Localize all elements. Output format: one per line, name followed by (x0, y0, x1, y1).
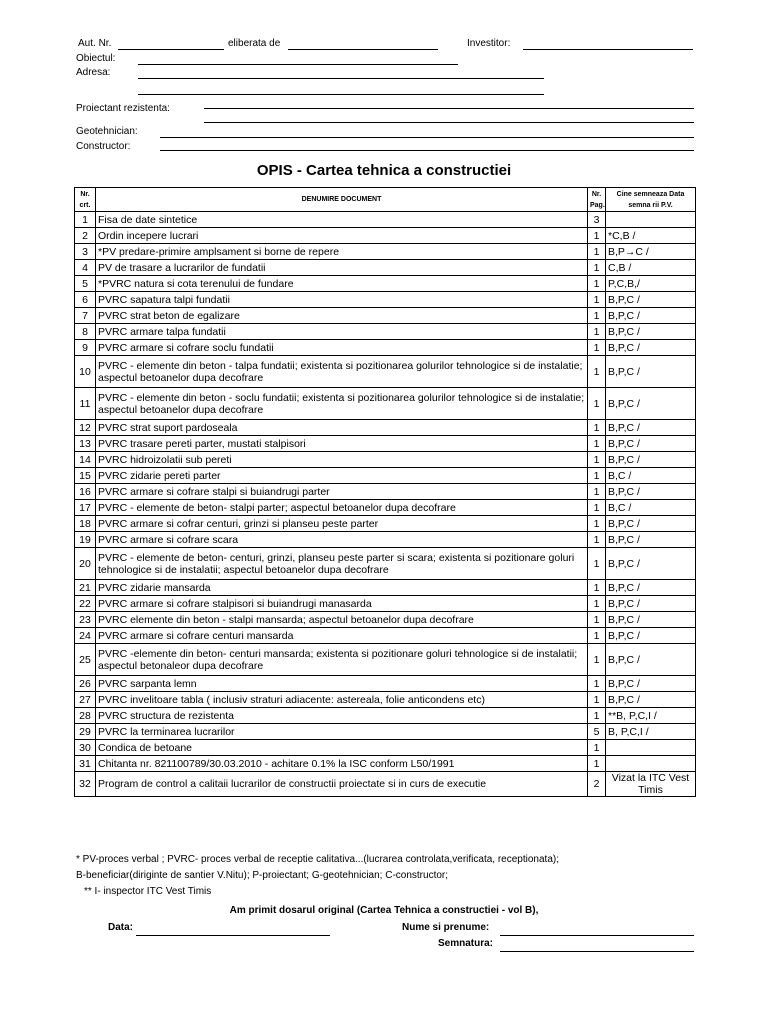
row-number: 30 (75, 740, 96, 756)
note-line-1: * PV-proces verbal ; PVRC- proces verbal de receptie calitativa...(lucrarea controlata,verificata, receptionata); (76, 854, 559, 865)
row-document-name: Program de control a calitaii lucrarilor de constructii proiectate si in curs de executie (96, 772, 588, 797)
table-row (75, 740, 696, 756)
row-signatories: B,P,C / (606, 612, 696, 628)
row-page-count: 1 (588, 356, 606, 388)
row-signatories: B,P,C / (606, 436, 696, 452)
row-page-count: 1 (588, 612, 606, 628)
table-row (75, 420, 696, 436)
row-signatories: B,P,C / (606, 596, 696, 612)
table-header-row (75, 188, 696, 212)
row-document-name: PVRC hidroizolatii sub pereti (96, 452, 588, 468)
row-number: 18 (75, 516, 96, 532)
row-document-name: PVRC - elemente din beton - talpa fundatii; existenta si pozitionarea golurilor tehnologice si de instalatie; aspectul betoanelor dupa decofrare (96, 356, 588, 388)
row-page-count: 1 (588, 740, 606, 756)
proiectant-label: Proiectant rezistenta: (76, 103, 170, 114)
nume-field[interactable] (500, 935, 694, 936)
row-document-name: PVRC armare si cofrare centuri mansarda (96, 628, 588, 644)
row-signatories: B,P,C / (606, 532, 696, 548)
adresa-field-2[interactable] (138, 94, 544, 95)
row-signatories: B,P,C / (606, 420, 696, 436)
page-title: OPIS - Cartea tehnica a constructiei (256, 162, 512, 179)
obiectul-field[interactable] (138, 64, 458, 65)
row-number: 24 (75, 628, 96, 644)
row-number: 8 (75, 324, 96, 340)
row-document-name: PVRC sarpanta lemn (96, 676, 588, 692)
row-page-count: 1 (588, 276, 606, 292)
investitor-field[interactable] (523, 49, 693, 50)
row-signatories: B,C / (606, 468, 696, 484)
table-row (75, 260, 696, 276)
eliberata-field[interactable] (288, 49, 438, 50)
row-number: 23 (75, 612, 96, 628)
row-signatories: B,P,C / (606, 484, 696, 500)
row-signatories: B, P,C,I / (606, 724, 696, 740)
row-page-count: 1 (588, 516, 606, 532)
table-row (75, 628, 696, 644)
row-page-count: 1 (588, 436, 606, 452)
header-cine: Cine semneaza Data semna rii P.V. (606, 188, 696, 212)
row-document-name: PVRC trasare pereti parter, mustati stalpisori (96, 436, 588, 452)
adresa-field[interactable] (138, 78, 544, 79)
table-body (75, 212, 696, 797)
row-signatories: B,P,C / (606, 516, 696, 532)
row-number: 2 (75, 228, 96, 244)
table-row (75, 692, 696, 708)
row-number: 12 (75, 420, 96, 436)
row-signatories: **B, P,C,I / (606, 708, 696, 724)
row-number: 1 (75, 212, 96, 228)
row-number: 16 (75, 484, 96, 500)
row-signatories: B,P,C / (606, 388, 696, 420)
geotehnician-label: Geotehnician: (76, 126, 138, 137)
row-document-name: PVRC strat beton de egalizare (96, 308, 588, 324)
received-statement: Am primit dosarul original (Cartea Tehnica a constructiei - vol B), (229, 905, 539, 916)
note-line-2: B-beneficiar(diriginte de santier V.Nitu); P-proiectant; G-geotehnician; C-constructor; (76, 870, 449, 881)
row-signatories: B,P,C / (606, 292, 696, 308)
row-document-name: PVRC armare si cofrare stalpi si buiandrugi parter (96, 484, 588, 500)
semnatura-label: Semnatura: (438, 938, 494, 949)
table-row (75, 244, 696, 260)
row-document-name: *PVRC natura si cota terenului de fundare (96, 276, 588, 292)
obiectul-label: Obiectul: (76, 53, 116, 64)
row-signatories: B,P,C / (606, 692, 696, 708)
row-page-count: 1 (588, 580, 606, 596)
row-document-name: PVRC sapatura talpi fundatii (96, 292, 588, 308)
row-number: 15 (75, 468, 96, 484)
row-number: 31 (75, 756, 96, 772)
table-row (75, 292, 696, 308)
row-document-name: PVRC -elemente din beton- centuri mansarda; existenta si pozitionare goluri tehnologice si de instalatii; aspectul betonaleor dupa decofrare (96, 644, 588, 676)
row-signatories (606, 740, 696, 756)
row-page-count: 1 (588, 644, 606, 676)
table-row (75, 724, 696, 740)
aut-nr-label: Aut. Nr. (78, 38, 112, 49)
row-number: 22 (75, 596, 96, 612)
row-document-name: PVRC armare talpa fundatii (96, 324, 588, 340)
row-number: 25 (75, 644, 96, 676)
row-document-name: Ordin incepere lucrari (96, 228, 588, 244)
row-signatories: B,P,C / (606, 452, 696, 468)
row-page-count: 1 (588, 244, 606, 260)
table-row (75, 708, 696, 724)
row-page-count: 1 (588, 708, 606, 724)
investitor-label: Investitor: (467, 38, 511, 49)
row-signatories: Vizat la ITC Vest Timis (606, 772, 696, 797)
data-label: Data: (108, 922, 134, 933)
row-page-count: 1 (588, 452, 606, 468)
row-page-count: 1 (588, 628, 606, 644)
row-page-count: 1 (588, 340, 606, 356)
row-document-name: PVRC structura de rezistenta (96, 708, 588, 724)
table-row (75, 500, 696, 516)
row-page-count: 2 (588, 772, 606, 797)
row-page-count: 1 (588, 324, 606, 340)
row-number: 11 (75, 388, 96, 420)
proiectant-field[interactable] (204, 108, 694, 109)
row-page-count: 5 (588, 724, 606, 740)
table-row (75, 340, 696, 356)
row-page-count: 1 (588, 692, 606, 708)
note-line-3: ** I- inspector ITC Vest Timis (84, 886, 212, 897)
table-row (75, 580, 696, 596)
header-denumire: DENUMIRE DOCUMENT (96, 188, 588, 212)
row-document-name: PVRC - elemente de beton- stalpi parter; aspectul betoanelor dupa decofrare (96, 500, 588, 516)
row-signatories: B,P,C / (606, 324, 696, 340)
row-page-count: 1 (588, 308, 606, 324)
table-row (75, 532, 696, 548)
table-row (75, 772, 696, 797)
geotehnician-field[interactable] (160, 137, 694, 138)
row-number: 9 (75, 340, 96, 356)
row-signatories: B,P,C / (606, 580, 696, 596)
row-signatories: C,B / (606, 260, 696, 276)
row-document-name: PVRC zidarie mansarda (96, 580, 588, 596)
row-signatories (606, 212, 696, 228)
row-number: 3 (75, 244, 96, 260)
row-page-count: 1 (588, 484, 606, 500)
row-number: 5 (75, 276, 96, 292)
row-document-name: PVRC armare si cofrare soclu fundatii (96, 340, 588, 356)
row-document-name: Fisa de date sintetice (96, 212, 588, 228)
header-nr: Nr. crt. (75, 188, 96, 212)
row-document-name: Condica de betoane (96, 740, 588, 756)
row-number: 6 (75, 292, 96, 308)
row-page-count: 1 (588, 292, 606, 308)
row-page-count: 1 (588, 532, 606, 548)
table-row (75, 308, 696, 324)
row-page-count: 1 (588, 756, 606, 772)
table-row (75, 356, 696, 388)
row-signatories: B,P,C / (606, 340, 696, 356)
opis-table (74, 187, 696, 797)
row-signatories: B,P,C / (606, 628, 696, 644)
table-row (75, 436, 696, 452)
row-number: 13 (75, 436, 96, 452)
row-page-count: 1 (588, 548, 606, 580)
row-page-count: 3 (588, 212, 606, 228)
table-row (75, 612, 696, 628)
row-document-name: PVRC invelitoare tabla ( inclusiv straturi adiacente: astereala, folie anticondens etc) (96, 692, 588, 708)
row-signatories: B,P→C / (606, 244, 696, 260)
row-document-name: PVRC elemente din beton - stalpi mansarda; aspectul betoanelor dupa decofrare (96, 612, 588, 628)
constructor-label: Constructor: (76, 141, 131, 152)
adresa-label: Adresa: (76, 67, 111, 78)
row-signatories (606, 756, 696, 772)
eliberata-label: eliberata de (228, 38, 281, 49)
row-number: 27 (75, 692, 96, 708)
row-page-count: 1 (588, 468, 606, 484)
table-row (75, 644, 696, 676)
row-number: 20 (75, 548, 96, 580)
row-document-name: PVRC armare si cofrar centuri, grinzi si planseu peste parter (96, 516, 588, 532)
row-signatories: *C,B / (606, 228, 696, 244)
row-document-name: *PV predare-primire amplsament si borne de repere (96, 244, 588, 260)
row-page-count: 1 (588, 500, 606, 516)
row-page-count: 1 (588, 260, 606, 276)
table-row (75, 212, 696, 228)
row-page-count: 1 (588, 676, 606, 692)
row-number: 7 (75, 308, 96, 324)
row-document-name: PVRC zidarie pereti parter (96, 468, 588, 484)
row-signatories: B,C / (606, 500, 696, 516)
row-document-name: PVRC armare si cofrare stalpisori si buiandrugi manasarda (96, 596, 588, 612)
row-signatories: B,P,C / (606, 356, 696, 388)
table-row (75, 276, 696, 292)
row-number: 14 (75, 452, 96, 468)
row-number: 19 (75, 532, 96, 548)
row-number: 29 (75, 724, 96, 740)
row-document-name: PVRC la terminarea lucrarilor (96, 724, 588, 740)
row-page-count: 1 (588, 388, 606, 420)
row-number: 28 (75, 708, 96, 724)
nume-label: Nume si prenume: (402, 922, 490, 933)
semnatura-field[interactable] (500, 951, 694, 952)
table-row (75, 484, 696, 500)
row-document-name: PVRC strat suport pardoseala (96, 420, 588, 436)
table-row (75, 516, 696, 532)
table-row (75, 324, 696, 340)
constructor-field[interactable] (160, 150, 694, 151)
table-row (75, 548, 696, 580)
row-signatories: B,P,C / (606, 644, 696, 676)
row-page-count: 1 (588, 596, 606, 612)
header-pag: Nr. Pag. (588, 188, 606, 212)
table-row (75, 756, 696, 772)
table-row (75, 676, 696, 692)
row-document-name: PVRC - elemente de beton- centuri, grinzi, planseu peste parter si scara; existenta si pozitionare goluri tehnologice si de instalatii; aspectul betoanelor dupa decofrare (96, 548, 588, 580)
data-field[interactable] (136, 935, 330, 936)
row-signatories: B,P,C / (606, 676, 696, 692)
aut-nr-field[interactable] (118, 49, 224, 50)
table-row (75, 596, 696, 612)
row-signatories: B,P,C / (606, 548, 696, 580)
table-row (75, 468, 696, 484)
row-document-name: PVRC armare si cofrare scara (96, 532, 588, 548)
table-row (75, 228, 696, 244)
row-page-count: 1 (588, 228, 606, 244)
row-number: 21 (75, 580, 96, 596)
row-signatories: B,P,C / (606, 308, 696, 324)
proiectant-field-2[interactable] (204, 122, 694, 123)
row-number: 10 (75, 356, 96, 388)
row-page-count: 1 (588, 420, 606, 436)
row-document-name: PV de trasare a lucrarilor de fundatii (96, 260, 588, 276)
row-document-name: Chitanta nr. 821100789/30.03.2010 - achitare 0.1% la ISC conform L50/1991 (96, 756, 588, 772)
row-number: 32 (75, 772, 96, 797)
row-signatories: P,C,B,/ (606, 276, 696, 292)
row-document-name: PVRC - elemente din beton - soclu fundatii; existenta si pozitionarea golurilor tehnologice si de instalatie; aspectul betoanelor dupa decofrare (96, 388, 588, 420)
table-row (75, 388, 696, 420)
table-row (75, 452, 696, 468)
row-number: 4 (75, 260, 96, 276)
row-number: 26 (75, 676, 96, 692)
row-number: 17 (75, 500, 96, 516)
